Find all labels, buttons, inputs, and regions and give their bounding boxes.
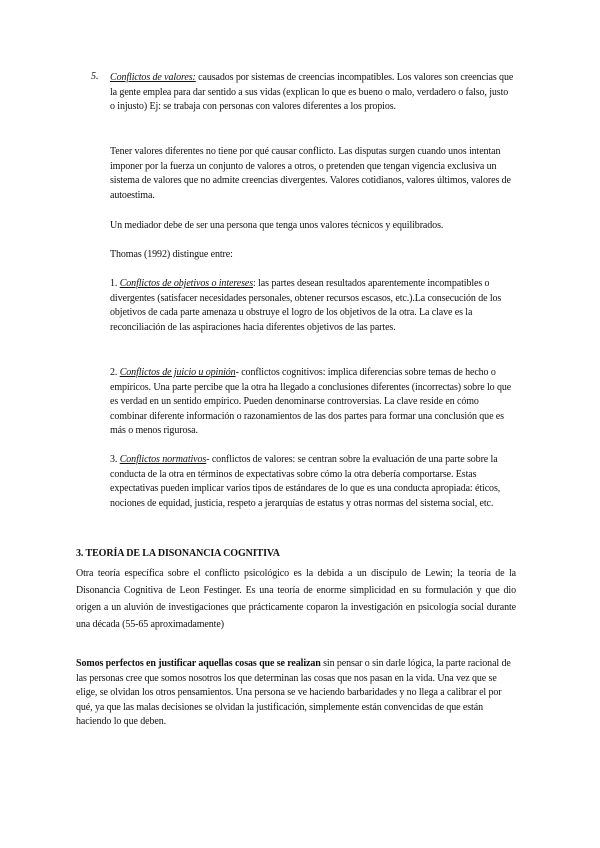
item-number: 5. [91, 71, 99, 82]
thomas-item-2 [110, 366, 515, 439]
item-5-paragraph [110, 71, 515, 115]
item-text: causados por sistemas de creencias incompatibles. Los valores son creencias que la gente emplea para dar sentido a sus vidas (explican lo que es bueno o malo, verdadero o falso, justo o injusto) Ej: se trabaja con personas con valores diferentes a los propios. [110, 72, 514, 113]
item-text: - conflictos de valores: se centran sobre la evaluación de una parte sobre la conducta de la otra en términos de expectativas sobre cómo la otra debería comportarse. Estas expectativas pueden implicar varios tipos de estándares de lo que es una conducta apropiada: éticos, nociones de equidad, justicia, respeto a jerarquías de estatus y otras normas del sistema social, etc. [110, 454, 501, 509]
item-prefix: 2. [110, 367, 120, 378]
item-text: : las partes desean resultados aparentemente incompatibles o divergentes (satisfacer necesidades personales, obtener recursos escasos, etc.).La consecución de los objetivos de cada parte amenaza u obstruye el logro de los objetivos de la otra. La clave es la reconciliación de las aspiraciones hacia diferentes objetivos de las partes. [110, 278, 502, 333]
item-prefix: 3. [110, 454, 120, 465]
item-term: Conflictos de juicio u opinión [119, 367, 236, 378]
thomas-intro: Thomas (1992) distingue entre: [110, 249, 233, 260]
bold-lead: Somos perfectos en justificar aquellas cosas que se realizan [76, 658, 321, 669]
item-term: Conflictos de objetivos o intereses [119, 278, 254, 289]
thomas-item-3 [110, 453, 515, 511]
final-text: sin pensar o sin darle lógica, la parte racional de las personas cree que somos nosotros los que determinan las cosas que nos pasan en la vida. Una vez que se elige, se olvidan los otros pensamientos. Una persona se ve haciendo barbaridades y no llega a calibrar el por qué, ya que las malas decisiones se olvidan la justificación, simplemente están convencidas de que están haciendo lo que deben. [76, 658, 511, 728]
item-term: Conflictos normativos [119, 454, 207, 465]
thomas-item-1 [110, 277, 515, 335]
values-paragraph: Tener valores diferentes no tiene por qué causar conflicto. Las disputas surgen cuando unos intentan imponer por la fuerza un conjunto de valores a otros, o pretenden que tengan vigencia exclusiva un sistema de valores que no admite creencias divergentes. Valores cotidianos, valores últimos, valores de autoestima. [110, 146, 511, 201]
mediator-paragraph: Un mediador debe de ser una persona que tenga unos valores técnicos y equilibrados. [110, 220, 444, 231]
item-prefix: 1. [110, 278, 120, 289]
item-term: Conflictos de valores: [110, 72, 196, 83]
section-heading: 3. TEORÍA DE LA DISONANCIA COGNITIVA [76, 548, 280, 559]
item-text: - conflictos cognitivos: implica diferencias sobre temas de hecho o empíricos. Una parte percibe que la otra ha llegado a conclusiones diferentes (incorrectas) sobre lo que es verdad en un sentido empírico. Pueden denominarse controversias. La clave reside en cómo combinar diferente información o razonamientos de las dos partes para formar una conclusión que es más o menos rigurosa. [110, 367, 512, 437]
final-paragraph [76, 657, 516, 730]
section-paragraph: Otra teoría específica sobre el conflicto psicológico es la debida a un discípulo de Lewin; la teoría de la Disonancia Cognitiva de Leon Festinger. Es una teoría de enorme simplicidad en su formulación y que dio origen a un aluvión de investigaciones que prácticamente coparon la investigación en psicología social durante una década (55-65 aproximadamente) [76, 568, 516, 630]
